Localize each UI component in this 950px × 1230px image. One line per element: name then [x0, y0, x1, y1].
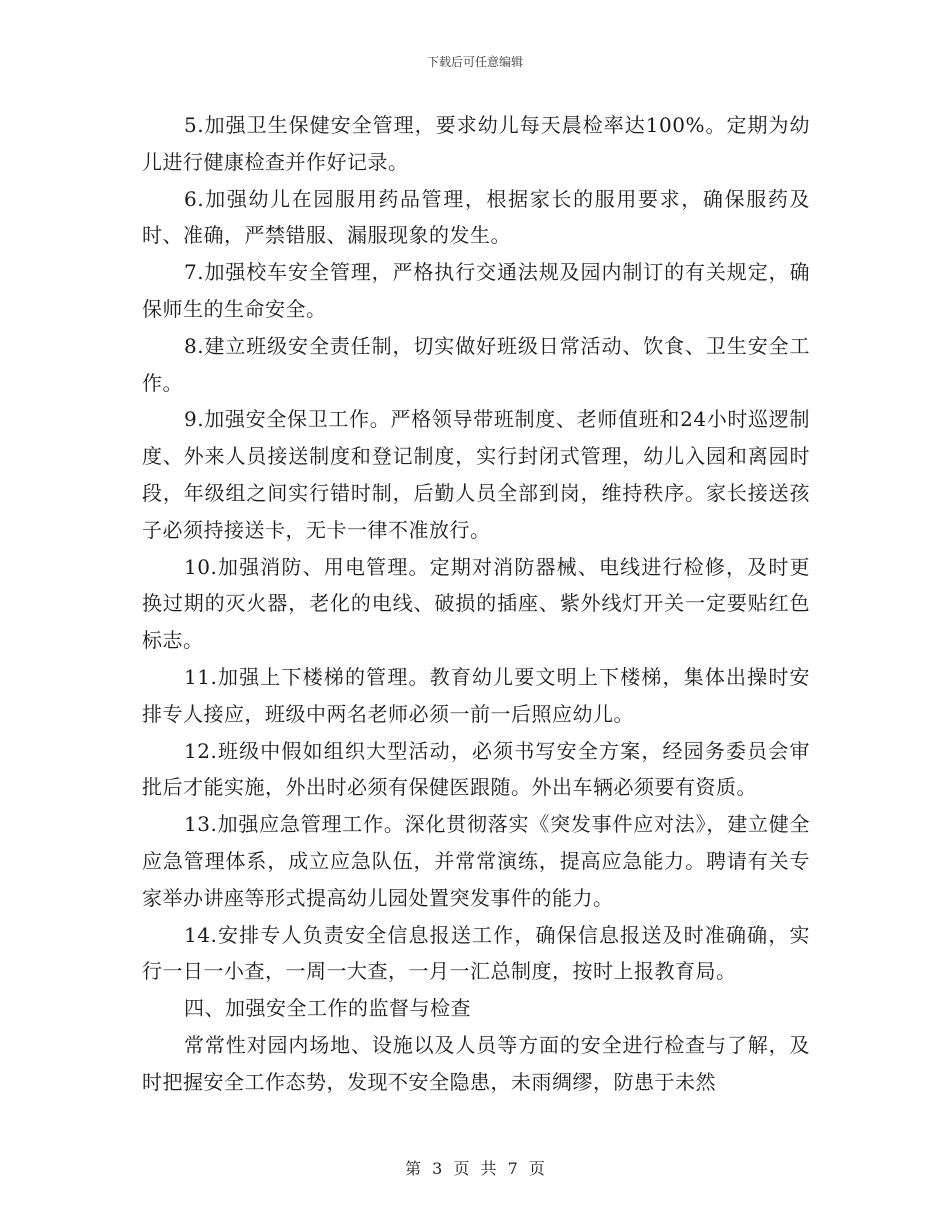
document-body [142, 107, 810, 1101]
paragraph-item-7: 7.加强校车安全管理，严格执行交通法规及园内制订的有关规定，确保师生的生命安全。 [142, 260, 810, 321]
paragraph-item-5: 5.加强卫生保健安全管理，要求幼儿每天晨检率达100%。定期为幼儿进行健康检查并作好记录。 [142, 113, 810, 174]
paragraph-item-10: 10.加强消防、用电管理。定期对消防器械、电线进行检修，及时更换过期的灭火器，老化的电线、破损的插座、紫外线灯开关一定要贴红色标志。 [142, 554, 810, 653]
paragraph-item-13: 13.加强应急管理工作。深化贯彻落实《突发事件应对法》，建立健全应急管理体系，成立应急队伍，并常常演练，提高应急能力。聘请有关专家举办讲座等形式提高幼儿园处置突发事件的能力。 [142, 812, 810, 910]
paragraph-item-9: 9.加强安全保卫工作。严格领导带班制度、老师值班和24小时巡逻制度、外来人员接送制度和登记制度，实行封闭式管理，幼儿入园和离园时段，年级组之间实行错时制，后勤人员全部到岗，维持秩序。家长接送孩子必须持接送卡，无卡一律不准放行。 [142, 407, 810, 542]
section-paragraph: 常常性对园内场地、设施以及人员等方面的安全进行检查与了解，及时把握安全工作态势，发现不安全隐患，未雨绸缪，防患于未然 [142, 1032, 810, 1094]
paragraph-item-8: 8.建立班级安全责任制，切实做好班级日常活动、饮食、卫生安全工作。 [142, 333, 810, 395]
paragraph-item-12: 12.班级中假如组织大型活动，必须书写安全方案，经园务委员会审批后才能实施，外出时必须有保健医跟随。外出车辆必须要有资质。 [142, 738, 810, 800]
page-header-note: 下载后可任意编辑 [426, 55, 523, 69]
section-heading: 四、加强安全工作的监督与检查 [184, 996, 471, 1021]
paragraph-item-6: 6.加强幼儿在园服用药品管理，根据家长的服用要求，确保服药及时、准确，严禁错服、漏服现象的发生。 [142, 186, 810, 248]
page-number-footer: 第 3 页 共 7 页 [405, 1159, 545, 1178]
paragraph-item-11: 11.加强上下楼梯的管理。教育幼儿要文明上下楼梯，集体出操时安排专人接应，班级中两名老师必须一前一后照应幼儿。 [142, 664, 810, 726]
paragraph-item-14: 14.安排专人负责安全信息报送工作，确保信息报送及时准确确，实行一日一小查，一周一大查，一月一汇总制度，按时上报教育局。 [142, 922, 810, 984]
